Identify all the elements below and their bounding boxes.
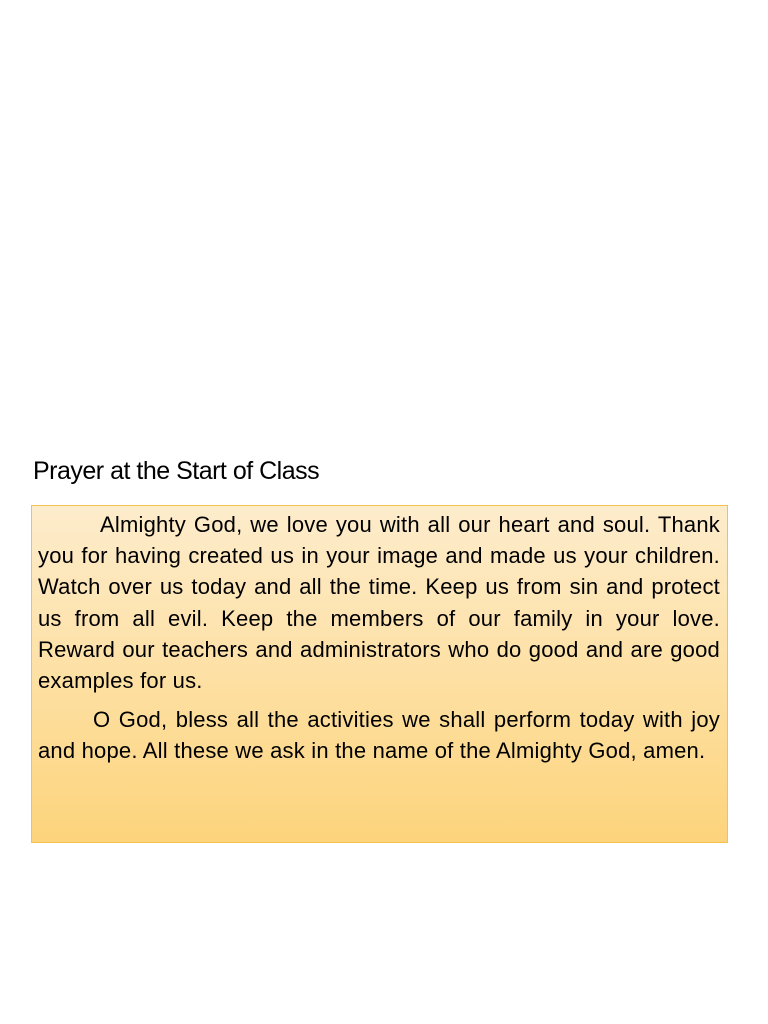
prayer-paragraph-2: O God, bless all the activities we shall perform today with joy and hope. All these we ask in the name of the Almighty God, amen. [38, 707, 720, 764]
prayer-paragraph-1: Almighty God, we love you with all our heart and soul. Thank you for having created us in your image and made us your children. Watch over us today and all the time. Keep us from sin and protect us from all evil. Keep the members of our family in your love. Reward our teachers and administrators who do good and are good examples for us. [38, 512, 720, 694]
page-title: Prayer at the Start of Class [33, 457, 320, 485]
prayer-text-box [31, 505, 728, 843]
